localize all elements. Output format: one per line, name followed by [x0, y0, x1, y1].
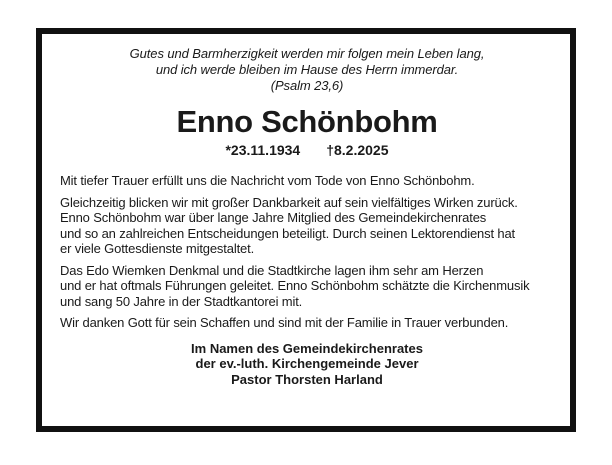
paragraph-condolence	[60, 173, 554, 189]
notice-body	[60, 173, 554, 331]
death-date: †8.2.2025	[326, 142, 389, 158]
text-line: Mit tiefer Trauer erfüllt uns die Nachricht vom Tode von Enno Schönbohm.	[60, 173, 475, 188]
paragraph-gratitude	[60, 195, 554, 257]
paragraph-thanks	[60, 315, 554, 331]
text-line: Enno Schönbohm war über lange Jahre Mitglied des Gemeindekirchenrates	[60, 210, 487, 225]
signature-line: Im Namen des Gemeindekirchenrates	[191, 340, 423, 356]
psalm-quote	[60, 46, 554, 94]
signature-line: der ev.-luth. Kirchengemeinde Jever	[195, 356, 419, 371]
psalm-line: Gutes und Barmherzigkeit werden mir folgen mein Leben lang,	[129, 46, 485, 61]
text-line: und so an zahlreichen Entscheidungen beteiligt. Durch seinen Lektorendienst hat	[60, 225, 516, 241]
notice-content	[60, 46, 554, 387]
psalm-reference: (Psalm 23,6)	[270, 78, 344, 93]
obituary-notice	[36, 28, 576, 432]
deceased-name: Enno Schönbohm	[176, 104, 438, 139]
text-line: er viele Gottesdienste mitgestaltet.	[60, 241, 255, 256]
signature-block	[60, 341, 554, 388]
signatory-name: Pastor Thorsten Harland	[231, 371, 383, 387]
psalm-line: und ich werde bleiben im Hause des Herrn immerdar.	[155, 62, 459, 77]
text-line: und er hat oftmals Führungen geleitet. Enno Schönbohm schätzte die Kirchenmusik	[60, 278, 530, 293]
birth-date: *23.11.1934	[225, 142, 301, 158]
paragraph-monument	[60, 263, 554, 310]
life-dates	[60, 141, 554, 159]
text-line: und sang 50 Jahre in der Stadtkantorei mit.	[60, 293, 303, 309]
text-line: Wir danken Gott für sein Schaffen und sind mit der Familie in Trauer verbunden.	[60, 315, 509, 330]
text-line: Das Edo Wiemken Denkmal und die Stadtkirche lagen ihm sehr am Herzen	[60, 262, 484, 278]
text-line: Gleichzeitig blicken wir mit großer Dankbarkeit auf sein vielfältiges Wirken zurück.	[60, 194, 518, 210]
